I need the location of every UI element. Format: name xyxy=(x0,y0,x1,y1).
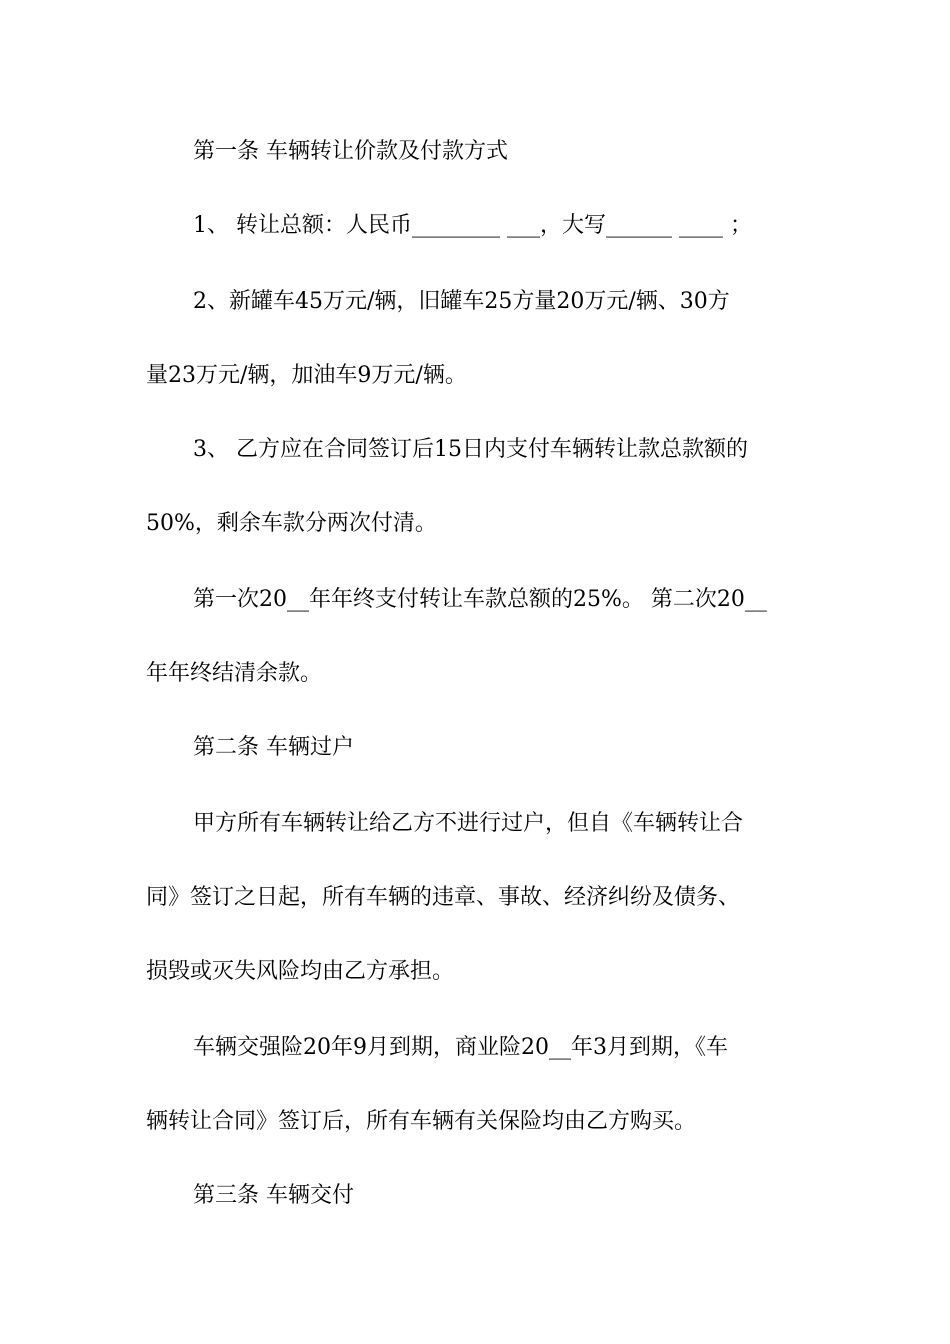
paragraph-transfer-line-1: 甲方所有车辆转让给乙方不进行过户，但自《车辆转让合 xyxy=(193,811,744,836)
heading-article-1: 第一条 车辆转让价款及付款方式 xyxy=(193,139,508,164)
paragraph-prices-line-2: 量23万元/辆，加油车9万元/辆。 xyxy=(146,363,467,388)
paragraph-transfer-line-2: 同》签订之日起，所有车辆的违章、事故、经济纠纷及债务、 xyxy=(146,885,741,910)
paragraph-payment-line-2: 50%，剩余车款分两次付清。 xyxy=(146,511,437,536)
heading-article-3: 第三条 车辆交付 xyxy=(193,1183,354,1208)
paragraph-insurance-line-1: 车辆交强险20年9月到期，商业险20__年3月到期，《车 xyxy=(193,1035,728,1060)
paragraph-installments-line-2: 年年终结清余款。 xyxy=(146,661,323,686)
paragraph-transfer-line-3: 损毁或灭失风险均由乙方承担。 xyxy=(146,959,455,984)
paragraph-prices-line-1: 2、新罐车45万元/辆，旧罐车25方量20万元/辆、30方 xyxy=(193,289,730,314)
paragraph-total-amount: 1、 转让总额：人民币________ ___，大写______ ____ ； xyxy=(193,213,752,238)
paragraph-payment-line-1: 3、 乙方应在合同签订后15日内支付车辆转让款总款额的 xyxy=(193,437,748,462)
heading-article-2: 第二条 车辆过户 xyxy=(193,735,354,760)
paragraph-installments-line-1: 第一次20__年年终支付转让车款总额的25%。 第二次20__ xyxy=(193,587,767,612)
paragraph-insurance-line-2: 辆转让合同》签订后，所有车辆有关保险均由乙方购买。 xyxy=(146,1109,697,1134)
